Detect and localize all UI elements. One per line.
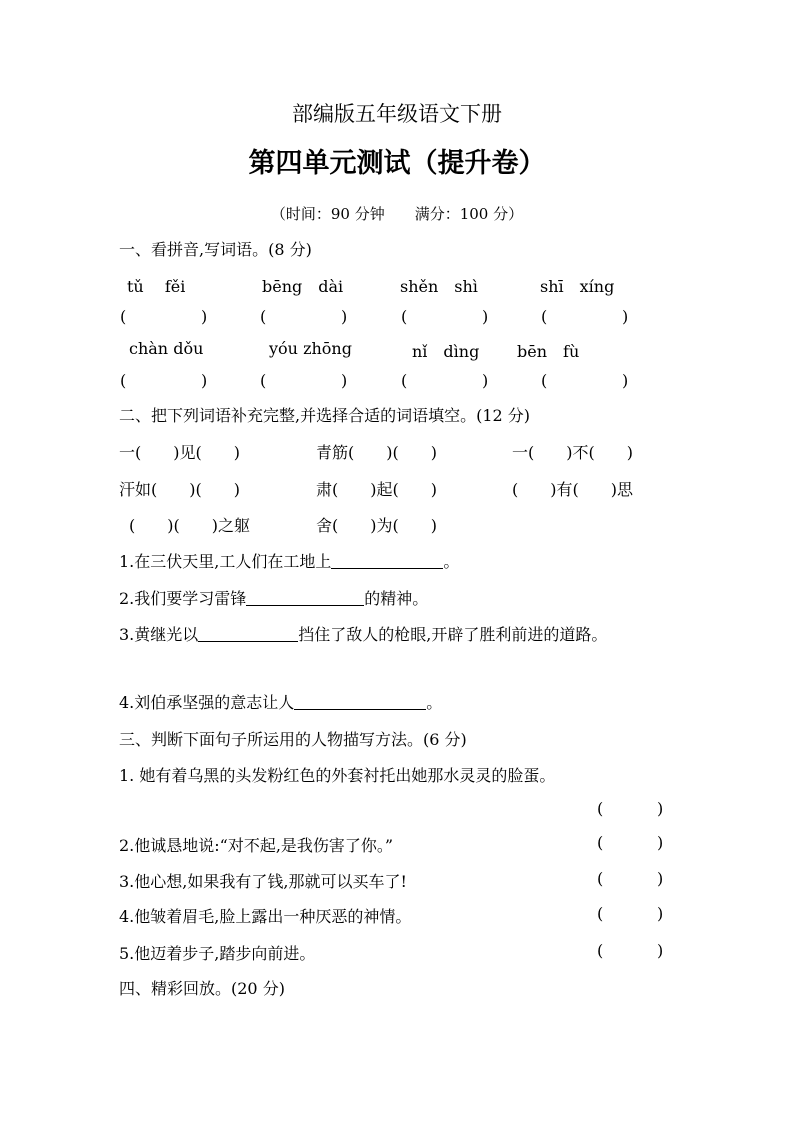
document-title: 部编版五年级语文下册 <box>292 102 502 126</box>
judge-item-5: 5.他迈着步子,踏步向前进。 <box>119 944 316 963</box>
judge-item-1: 1. 她有着乌黑的头发粉红色的外套衬托出她那水灵灵的脸蛋。 <box>119 766 556 785</box>
section4-heading: 四、精彩回放。(20 分) <box>119 979 285 998</box>
paren-open: ( <box>541 307 548 326</box>
paren-open: ( <box>597 941 604 960</box>
pinyin-item: tǔ fěi <box>127 277 186 296</box>
word-fill-item: 一( )见( ) <box>119 443 240 462</box>
paren-open: ( <box>260 307 267 326</box>
word-fill-item: ( )( )之躯 <box>129 516 250 535</box>
word-fill-item: 舍( )为( ) <box>316 516 437 535</box>
paren-close: ) <box>201 307 208 326</box>
paren-open: ( <box>120 371 127 390</box>
sentence-text: 挡住了敌人的枪眼,开辟了胜利前进的道路。 <box>298 625 608 644</box>
pinyin-item: bēng dài <box>262 277 344 296</box>
sentence-text: 4.刘伯承坚强的意志让人 <box>119 693 295 712</box>
fill-sentence-4 <box>119 690 442 713</box>
answer-blank[interactable] <box>331 552 443 569</box>
paren-close: ) <box>657 941 664 960</box>
paren-open: ( <box>120 307 127 326</box>
section1-heading: 一、看拼音,写词语。(8 分) <box>119 240 312 259</box>
sentence-text: 1.在三伏天里,工人们在工地上 <box>119 552 332 571</box>
paren-open: ( <box>401 371 408 390</box>
paren-open: ( <box>260 371 267 390</box>
word-fill-item: ( )有( )思 <box>512 480 633 499</box>
word-fill-item: 青筋( )( ) <box>316 443 437 462</box>
paren-open: ( <box>597 904 604 923</box>
sentence-text: 。 <box>426 693 443 712</box>
document-subtitle: 第四单元测试（提升卷） <box>248 148 546 179</box>
pinyin-item: chàn dǒu <box>129 339 204 358</box>
sentence-text: 。 <box>443 552 460 571</box>
paren-open: ( <box>541 371 548 390</box>
paren-open: ( <box>597 833 604 852</box>
paren-open: ( <box>597 869 604 888</box>
paren-close: ) <box>622 307 629 326</box>
paren-close: ) <box>201 371 208 390</box>
judge-item-2: 2.他诚恳地说:“对不起,是我伤害了你。” <box>119 836 394 855</box>
paren-close: ) <box>657 799 664 818</box>
sentence-text: 2.我们要学习雷锋 <box>119 589 247 608</box>
pinyin-item: nǐ dìng <box>412 342 480 361</box>
word-fill-item: 汗如( )( ) <box>119 480 240 499</box>
paren-close: ) <box>657 869 664 888</box>
pinyin-item: yóu zhōng <box>269 339 352 358</box>
answer-blank[interactable] <box>294 693 426 710</box>
exam-meta: （时间：90 分钟 满分：100 分） <box>270 205 524 223</box>
word-fill-item: 肃( )起( ) <box>316 480 437 499</box>
paren-close: ) <box>482 371 489 390</box>
sentence-text: 的精神。 <box>364 589 429 608</box>
section3-heading: 三、判断下面句子所运用的人物描写方法。(6 分) <box>119 730 467 749</box>
paren-open: ( <box>401 307 408 326</box>
fill-sentence-2 <box>119 586 428 609</box>
pinyin-item: bēn fù <box>517 342 580 361</box>
answer-blank[interactable] <box>246 589 364 606</box>
paren-close: ) <box>622 371 629 390</box>
pinyin-item: shěn shì <box>400 277 478 296</box>
paren-close: ) <box>482 307 489 326</box>
word-fill-item: 一( )不( ) <box>512 443 633 462</box>
pinyin-item: shī xíng <box>540 277 615 296</box>
fill-sentence-3 <box>119 622 607 645</box>
judge-item-3: 3.他心想,如果我有了钱,那就可以买车了! <box>119 872 407 891</box>
judge-item-4: 4.他皱着眉毛,脸上露出一种厌恶的神情。 <box>119 907 412 926</box>
paren-open: ( <box>597 799 604 818</box>
paren-close: ) <box>341 307 348 326</box>
paren-close: ) <box>657 904 664 923</box>
fill-sentence-1 <box>119 549 459 572</box>
answer-blank[interactable] <box>198 625 298 642</box>
paren-close: ) <box>341 371 348 390</box>
section2-heading: 二、把下列词语补充完整,并选择合适的词语填空。(12 分) <box>119 406 531 425</box>
paren-close: ) <box>657 833 664 852</box>
sentence-text: 3.黄继光以 <box>119 625 199 644</box>
